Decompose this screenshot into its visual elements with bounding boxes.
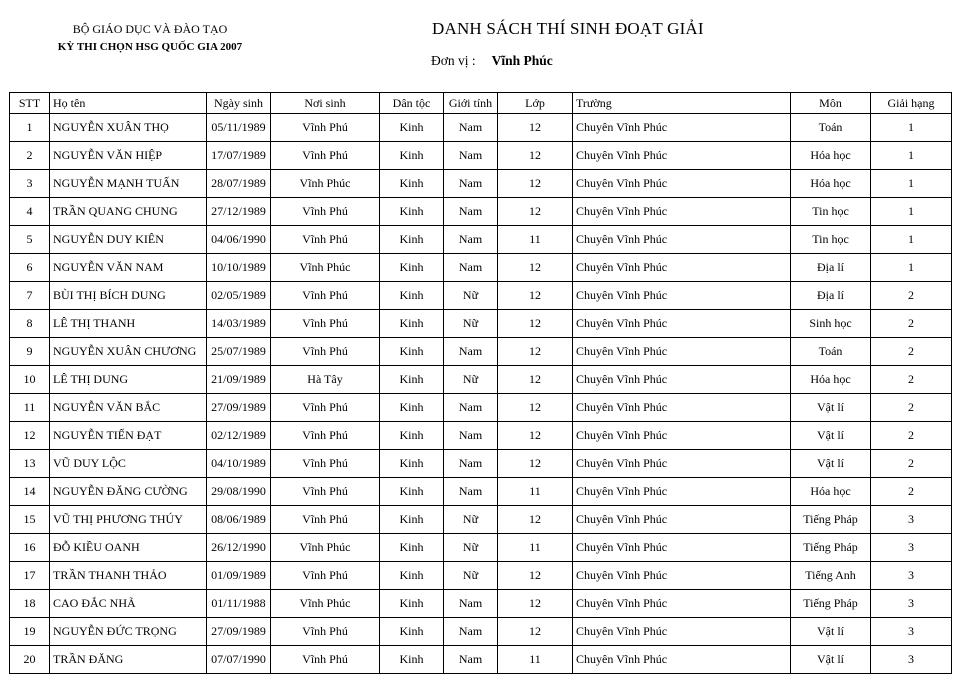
name-cell: CAO ĐẮC NHÃ xyxy=(50,590,207,618)
col-header-subject: Môn xyxy=(791,93,871,114)
col-header-name: Họ tên xyxy=(50,93,207,114)
dob-cell: 01/11/1988 xyxy=(207,590,271,618)
class-cell: 12 xyxy=(498,422,573,450)
rank-cell: 1 xyxy=(871,226,952,254)
dob-cell: 04/06/1990 xyxy=(207,226,271,254)
ethnicity-cell: Kinh xyxy=(380,590,444,618)
subject-cell: Hóa học xyxy=(791,170,871,198)
col-header-birthplace: Nơi sinh xyxy=(271,93,380,114)
stt-cell: 9 xyxy=(10,338,50,366)
school-cell: Chuyên Vĩnh Phúc xyxy=(573,478,791,506)
class-cell: 12 xyxy=(498,114,573,142)
name-cell: LÊ THỊ DUNG xyxy=(50,366,207,394)
dob-cell: 27/12/1989 xyxy=(207,198,271,226)
table-row xyxy=(10,590,952,618)
birthplace-cell: Vĩnh Phú xyxy=(271,478,380,506)
ethnicity-cell: Kinh xyxy=(380,562,444,590)
gender-cell: Nam xyxy=(444,590,498,618)
table-row xyxy=(10,450,952,478)
school-cell: Chuyên Vĩnh Phúc xyxy=(573,254,791,282)
birthplace-cell: Vĩnh Phú xyxy=(271,142,380,170)
col-header-school: Trường xyxy=(573,93,791,114)
school-cell: Chuyên Vĩnh Phúc xyxy=(573,142,791,170)
school-cell: Chuyên Vĩnh Phúc xyxy=(573,198,791,226)
ethnicity-cell: Kinh xyxy=(380,114,444,142)
winners-table xyxy=(9,92,952,674)
class-cell: 12 xyxy=(498,198,573,226)
ethnicity-cell: Kinh xyxy=(380,394,444,422)
subject-cell: Tiếng Pháp xyxy=(791,506,871,534)
name-cell: NGUYỄN ĐĂNG CƯỜNG xyxy=(50,478,207,506)
dob-cell: 25/07/1989 xyxy=(207,338,271,366)
birthplace-cell: Vĩnh Phúc xyxy=(271,590,380,618)
name-cell: BÙI THỊ BÍCH DUNG xyxy=(50,282,207,310)
stt-cell: 17 xyxy=(10,562,50,590)
name-cell: VŨ THỊ PHƯƠNG THÚY xyxy=(50,506,207,534)
class-cell: 12 xyxy=(498,282,573,310)
birthplace-cell: Vĩnh Phú xyxy=(271,310,380,338)
col-header-class: Lớp xyxy=(498,93,573,114)
subject-cell: Tin học xyxy=(791,226,871,254)
table-row xyxy=(10,282,952,310)
ethnicity-cell: Kinh xyxy=(380,534,444,562)
birthplace-cell: Vĩnh Phú xyxy=(271,226,380,254)
class-cell: 12 xyxy=(498,170,573,198)
ministry-name: BỘ GIÁO DỤC VÀ ĐÀO TẠO xyxy=(72,22,228,36)
unit-line xyxy=(431,53,553,69)
class-cell: 11 xyxy=(498,478,573,506)
subject-cell: Toán xyxy=(791,114,871,142)
rank-cell: 1 xyxy=(871,254,952,282)
school-cell: Chuyên Vĩnh Phúc xyxy=(573,338,791,366)
school-cell: Chuyên Vĩnh Phúc xyxy=(573,422,791,450)
rank-cell: 3 xyxy=(871,646,952,674)
subject-cell: Địa lí xyxy=(791,282,871,310)
table-header-row xyxy=(10,93,952,114)
ethnicity-cell: Kinh xyxy=(380,478,444,506)
stt-cell: 3 xyxy=(10,170,50,198)
birthplace-cell: Vĩnh Phú xyxy=(271,618,380,646)
ethnicity-cell: Kinh xyxy=(380,226,444,254)
ethnicity-cell: Kinh xyxy=(380,422,444,450)
birthplace-cell: Hà Tây xyxy=(271,366,380,394)
unit-label: Đơn vị : xyxy=(431,53,476,68)
subject-cell: Vật lí xyxy=(791,450,871,478)
subject-cell: Vật lí xyxy=(791,394,871,422)
birthplace-cell: Vĩnh Phú xyxy=(271,394,380,422)
col-header-stt: STT xyxy=(10,93,50,114)
subject-cell: Hóa học xyxy=(791,142,871,170)
rank-cell: 2 xyxy=(871,478,952,506)
name-cell: TRẦN ĐĂNG xyxy=(50,646,207,674)
class-cell: 12 xyxy=(498,562,573,590)
document-title: DANH SÁCH THÍ SINH ĐOẠT GIẢI xyxy=(432,19,704,38)
class-cell: 12 xyxy=(498,366,573,394)
dob-cell: 28/07/1989 xyxy=(207,170,271,198)
dob-cell: 08/06/1989 xyxy=(207,506,271,534)
name-cell: LÊ THỊ THANH xyxy=(50,310,207,338)
dob-cell: 14/03/1989 xyxy=(207,310,271,338)
school-cell: Chuyên Vĩnh Phúc xyxy=(573,590,791,618)
subject-cell: Tin học xyxy=(791,198,871,226)
stt-cell: 1 xyxy=(10,114,50,142)
name-cell: ĐỖ KIỀU OANH xyxy=(50,534,207,562)
gender-cell: Nam xyxy=(444,198,498,226)
class-cell: 11 xyxy=(498,646,573,674)
subject-cell: Toán xyxy=(791,338,871,366)
ethnicity-cell: Kinh xyxy=(380,310,444,338)
class-cell: 12 xyxy=(498,254,573,282)
school-cell: Chuyên Vĩnh Phúc xyxy=(573,310,791,338)
stt-cell: 4 xyxy=(10,198,50,226)
class-cell: 11 xyxy=(498,534,573,562)
stt-cell: 5 xyxy=(10,226,50,254)
ethnicity-cell: Kinh xyxy=(380,338,444,366)
table-row xyxy=(10,338,952,366)
rank-cell: 3 xyxy=(871,506,952,534)
name-cell: NGUYỄN TIẾN ĐẠT xyxy=(50,422,207,450)
dob-cell: 21/09/1989 xyxy=(207,366,271,394)
name-cell: TRẦN THANH THẢO xyxy=(50,562,207,590)
stt-cell: 14 xyxy=(10,478,50,506)
birthplace-cell: Vĩnh Phú xyxy=(271,422,380,450)
name-cell: NGUYỄN DUY KIÊN xyxy=(50,226,207,254)
ethnicity-cell: Kinh xyxy=(380,282,444,310)
table-row xyxy=(10,226,952,254)
subject-cell: Địa lí xyxy=(791,254,871,282)
gender-cell: Nữ xyxy=(444,310,498,338)
ethnicity-cell: Kinh xyxy=(380,198,444,226)
gender-cell: Nam xyxy=(444,450,498,478)
table-row xyxy=(10,310,952,338)
birthplace-cell: Vĩnh Phúc xyxy=(271,534,380,562)
stt-cell: 2 xyxy=(10,142,50,170)
birthplace-cell: Vĩnh Phúc xyxy=(271,170,380,198)
subject-cell: Tiếng Pháp xyxy=(791,534,871,562)
stt-cell: 10 xyxy=(10,366,50,394)
rank-cell: 3 xyxy=(871,618,952,646)
name-cell: NGUYỄN XUÂN THỌ xyxy=(50,114,207,142)
gender-cell: Nam xyxy=(444,618,498,646)
gender-cell: Nam xyxy=(444,142,498,170)
gender-cell: Nam xyxy=(444,170,498,198)
stt-cell: 20 xyxy=(10,646,50,674)
birthplace-cell: Vĩnh Phú xyxy=(271,198,380,226)
rank-cell: 1 xyxy=(871,198,952,226)
table-row xyxy=(10,366,952,394)
birthplace-cell: Vĩnh Phú xyxy=(271,338,380,366)
unit-value: Vĩnh Phúc xyxy=(491,53,553,68)
ethnicity-cell: Kinh xyxy=(380,366,444,394)
table-row xyxy=(10,170,952,198)
class-cell: 12 xyxy=(498,506,573,534)
school-cell: Chuyên Vĩnh Phúc xyxy=(573,366,791,394)
gender-cell: Nam xyxy=(444,254,498,282)
col-header-gender: Giới tính xyxy=(444,93,498,114)
birthplace-cell: Vĩnh Phú xyxy=(271,114,380,142)
stt-cell: 13 xyxy=(10,450,50,478)
name-cell: NGUYỄN VĂN NAM xyxy=(50,254,207,282)
col-header-ethnicity: Dân tộc xyxy=(380,93,444,114)
class-cell: 12 xyxy=(498,450,573,478)
name-cell: NGUYỄN XUÂN CHƯƠNG xyxy=(50,338,207,366)
school-cell: Chuyên Vĩnh Phúc xyxy=(573,618,791,646)
dob-cell: 10/10/1989 xyxy=(207,254,271,282)
school-cell: Chuyên Vĩnh Phúc xyxy=(573,282,791,310)
rank-cell: 1 xyxy=(871,170,952,198)
rank-cell: 3 xyxy=(871,590,952,618)
gender-cell: Nam xyxy=(444,338,498,366)
subject-cell: Vật lí xyxy=(791,422,871,450)
gender-cell: Nam xyxy=(444,646,498,674)
gender-cell: Nữ xyxy=(444,534,498,562)
school-cell: Chuyên Vĩnh Phúc xyxy=(573,534,791,562)
table-row xyxy=(10,114,952,142)
ethnicity-cell: Kinh xyxy=(380,506,444,534)
table-row xyxy=(10,618,952,646)
gender-cell: Nữ xyxy=(444,562,498,590)
birthplace-cell: Vĩnh Phú xyxy=(271,282,380,310)
school-cell: Chuyên Vĩnh Phúc xyxy=(573,506,791,534)
dob-cell: 07/07/1990 xyxy=(207,646,271,674)
col-header-rank: Giải hạng xyxy=(871,93,952,114)
gender-cell: Nam xyxy=(444,114,498,142)
rank-cell: 2 xyxy=(871,338,952,366)
dob-cell: 17/07/1989 xyxy=(207,142,271,170)
gender-cell: Nam xyxy=(444,394,498,422)
birthplace-cell: Vĩnh Phú xyxy=(271,450,380,478)
rank-cell: 1 xyxy=(871,114,952,142)
stt-cell: 11 xyxy=(10,394,50,422)
gender-cell: Nữ xyxy=(444,282,498,310)
stt-cell: 6 xyxy=(10,254,50,282)
stt-cell: 8 xyxy=(10,310,50,338)
dob-cell: 02/05/1989 xyxy=(207,282,271,310)
subject-cell: Tiếng Pháp xyxy=(791,590,871,618)
subject-cell: Hóa học xyxy=(791,478,871,506)
class-cell: 12 xyxy=(498,394,573,422)
school-cell: Chuyên Vĩnh Phúc xyxy=(573,170,791,198)
ethnicity-cell: Kinh xyxy=(380,254,444,282)
stt-cell: 7 xyxy=(10,282,50,310)
table-row xyxy=(10,422,952,450)
name-cell: NGUYỄN VĂN BẮC xyxy=(50,394,207,422)
rank-cell: 3 xyxy=(871,562,952,590)
class-cell: 12 xyxy=(498,142,573,170)
dob-cell: 05/11/1989 xyxy=(207,114,271,142)
table-row xyxy=(10,562,952,590)
subject-cell: Vật lí xyxy=(791,646,871,674)
gender-cell: Nam xyxy=(444,478,498,506)
table-row xyxy=(10,198,952,226)
name-cell: NGUYỄN VĂN HIỆP xyxy=(50,142,207,170)
school-cell: Chuyên Vĩnh Phúc xyxy=(573,450,791,478)
rank-cell: 2 xyxy=(871,366,952,394)
ethnicity-cell: Kinh xyxy=(380,142,444,170)
ethnicity-cell: Kinh xyxy=(380,450,444,478)
gender-cell: Nữ xyxy=(444,366,498,394)
subject-cell: Tiếng Anh xyxy=(791,562,871,590)
rank-cell: 2 xyxy=(871,422,952,450)
dob-cell: 27/09/1989 xyxy=(207,394,271,422)
subject-cell: Hóa học xyxy=(791,366,871,394)
birthplace-cell: Vĩnh Phúc xyxy=(271,254,380,282)
dob-cell: 04/10/1989 xyxy=(207,450,271,478)
school-cell: Chuyên Vĩnh Phúc xyxy=(573,646,791,674)
ethnicity-cell: Kinh xyxy=(380,618,444,646)
dob-cell: 26/12/1990 xyxy=(207,534,271,562)
rank-cell: 2 xyxy=(871,282,952,310)
stt-cell: 18 xyxy=(10,590,50,618)
class-cell: 12 xyxy=(498,310,573,338)
class-cell: 12 xyxy=(498,590,573,618)
name-cell: NGUYỄN MẠNH TUẤN xyxy=(50,170,207,198)
ethnicity-cell: Kinh xyxy=(380,170,444,198)
ethnicity-cell: Kinh xyxy=(380,646,444,674)
table-row xyxy=(10,646,952,674)
table-row xyxy=(10,478,952,506)
table-row xyxy=(10,394,952,422)
class-cell: 11 xyxy=(498,226,573,254)
rank-cell: 1 xyxy=(871,142,952,170)
table-row xyxy=(10,534,952,562)
dob-cell: 02/12/1989 xyxy=(207,422,271,450)
stt-cell: 15 xyxy=(10,506,50,534)
exam-name: KỲ THI CHỌN HSG QUỐC GIA 2007 xyxy=(57,41,243,53)
dob-cell: 27/09/1989 xyxy=(207,618,271,646)
gender-cell: Nam xyxy=(444,422,498,450)
stt-cell: 16 xyxy=(10,534,50,562)
dob-cell: 29/08/1990 xyxy=(207,478,271,506)
birthplace-cell: Vĩnh Phú xyxy=(271,646,380,674)
name-cell: TRẦN QUANG CHUNG xyxy=(50,198,207,226)
name-cell: VŨ DUY LỘC xyxy=(50,450,207,478)
subject-cell: Vật lí xyxy=(791,618,871,646)
table-row xyxy=(10,506,952,534)
col-header-dob: Ngày sinh xyxy=(207,93,271,114)
school-cell: Chuyên Vĩnh Phúc xyxy=(573,114,791,142)
rank-cell: 2 xyxy=(871,310,952,338)
birthplace-cell: Vĩnh Phú xyxy=(271,506,380,534)
name-cell: NGUYỄN ĐỨC TRỌNG xyxy=(50,618,207,646)
rank-cell: 3 xyxy=(871,534,952,562)
stt-cell: 12 xyxy=(10,422,50,450)
birthplace-cell: Vĩnh Phú xyxy=(271,562,380,590)
school-cell: Chuyên Vĩnh Phúc xyxy=(573,394,791,422)
dob-cell: 01/09/1989 xyxy=(207,562,271,590)
gender-cell: Nam xyxy=(444,226,498,254)
rank-cell: 2 xyxy=(871,394,952,422)
rank-cell: 2 xyxy=(871,450,952,478)
school-cell: Chuyên Vĩnh Phúc xyxy=(573,226,791,254)
class-cell: 12 xyxy=(498,338,573,366)
table-row xyxy=(10,142,952,170)
school-cell: Chuyên Vĩnh Phúc xyxy=(573,562,791,590)
class-cell: 12 xyxy=(498,618,573,646)
gender-cell: Nữ xyxy=(444,506,498,534)
subject-cell: Sinh học xyxy=(791,310,871,338)
stt-cell: 19 xyxy=(10,618,50,646)
table-row xyxy=(10,254,952,282)
